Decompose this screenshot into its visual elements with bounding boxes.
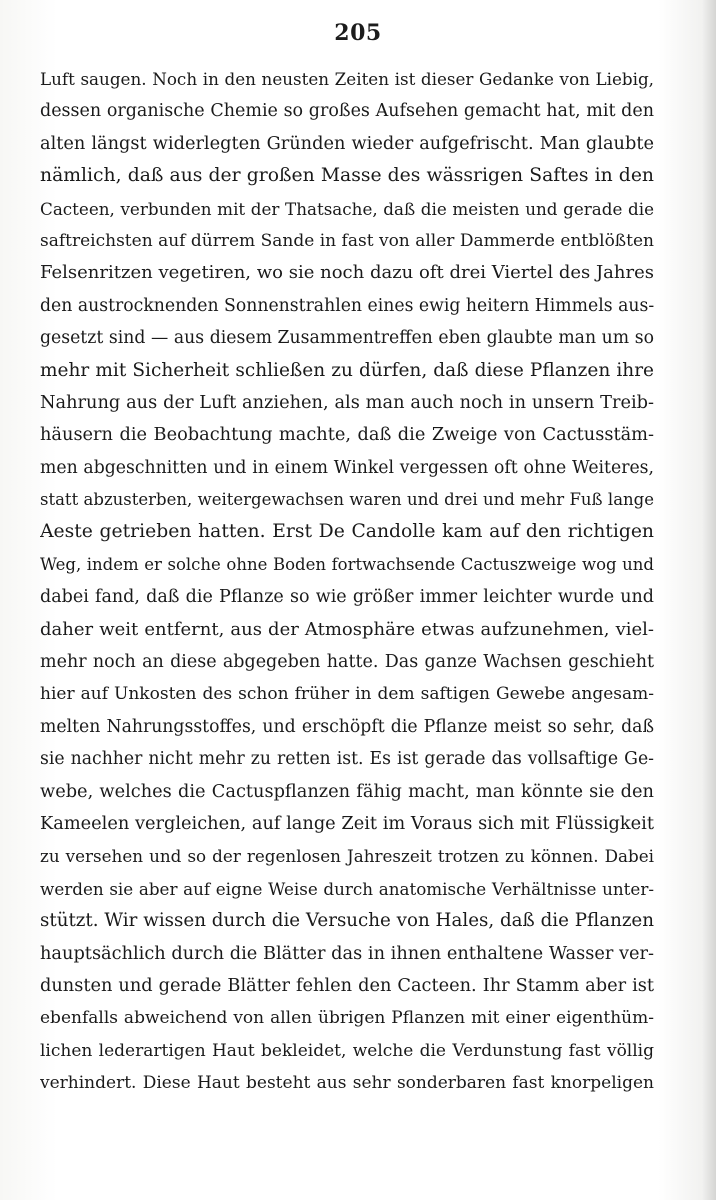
text-line: verhindert. Diese Haut besteht aus sehr sonderbaren fast knorpeligen xyxy=(40,1073,654,1094)
text-line: hier auf Unkosten des schon früher in dem saftigen Gewebe angesam- xyxy=(40,684,654,705)
text-line: alten längst widerlegten Gründen wieder aufgefrischt. Man glaubte xyxy=(40,133,654,154)
text-line: nämlich, daß aus der großen Masse des wässrigen Saftes in den xyxy=(40,165,654,187)
text-line: melten Nahrungsstoffes, und erschöpft die Pflanze meist so sehr, daß xyxy=(40,716,654,737)
text-line: stützt. Wir wissen durch die Versuche von Hales, daß die Pflanzen xyxy=(40,910,654,932)
text-line: daher weit entfernt, aus der Atmosphäre etwas aufzunehmen, viel- xyxy=(40,618,654,640)
text-line: sie nachher nicht mehr zu retten ist. Es ist gerade das vollsaftige Ge- xyxy=(40,749,654,770)
text-line: webe, welches die Cactuspflanzen fähig macht, man könnte sie den xyxy=(40,781,654,802)
text-line: den austrocknenden Sonnenstrahlen eines ewig heitern Himmels aus- xyxy=(40,295,654,316)
text-line: Kameelen vergleichen, auf lange Zeit im Voraus sich mit Flüssigkeit xyxy=(40,813,654,834)
text-line: lichen lederartigen Haut bekleidet, welche die Verdunstung fast völlig xyxy=(40,1040,654,1061)
text-line: Felsenritzen vegetiren, wo sie noch dazu oft drei Viertel des Jahres xyxy=(40,262,654,284)
page-number: 205 xyxy=(334,20,382,46)
text-line: ebenfalls abweichend von allen übrigen Pflanzen mit einer eigenthüm- xyxy=(40,1008,654,1029)
text-line: dunsten und gerade Blätter fehlen den Cacteen. Ihr Stamm aber ist xyxy=(40,975,654,996)
text-line: dabei fand, daß die Pflanze so wie größer immer leichter wurde und xyxy=(40,587,654,608)
text-line: saftreichsten auf dürrem Sande in fast von aller Dammerde entblößten xyxy=(40,230,654,251)
text-line: Weg, indem er solche ohne Boden fortwachsende Cactuszweige wog und xyxy=(40,554,654,574)
text-line: hauptsächlich durch die Blätter das in ihnen enthaltene Wasser ver- xyxy=(40,943,654,964)
text-line: men abgeschnitten und in einem Winkel vergessen oft ohne Weiteres, xyxy=(40,457,654,478)
text-line: Nahrung aus der Luft anziehen, als man auch noch in unsern Treib- xyxy=(40,392,654,413)
text-line: zu versehen und so der regenlosen Jahreszeit trotzen zu können. Dabei xyxy=(40,846,654,867)
text-line: Aeste getrieben hatten. Erst De Candolle kam auf den richtigen xyxy=(40,521,654,543)
text-line: Luft saugen. Noch in den neusten Zeiten ist dieser Gedanke von Liebig, xyxy=(40,69,654,89)
text-line: statt abzusterben, weitergewachsen waren und drei und mehr Fuß lange xyxy=(40,490,654,510)
body-text xyxy=(40,63,654,1100)
text-line: gesetzt sind — aus diesem Zusammentreffen eben glaubte man um so xyxy=(40,328,654,349)
text-line: mehr noch an diese abgegeben hatte. Das ganze Wachsen geschieht xyxy=(40,652,654,673)
text-line: Cacteen, verbunden mit der Thatsache, daß die meisten und gerade die xyxy=(40,198,654,219)
page-edge-shadow xyxy=(702,0,716,1200)
text-line: dessen organische Chemie so großes Aufsehen gemacht hat, mit den xyxy=(40,101,654,122)
text-line: häusern die Beobachtung machte, daß die Zweige von Cactusstäm- xyxy=(40,425,654,446)
text-line: mehr mit Sicherheit schließen zu dürfen, daß diese Pflanzen ihre xyxy=(40,359,654,381)
text-line: werden sie aber auf eigne Weise durch anatomische Verhältnisse unter- xyxy=(40,878,654,899)
